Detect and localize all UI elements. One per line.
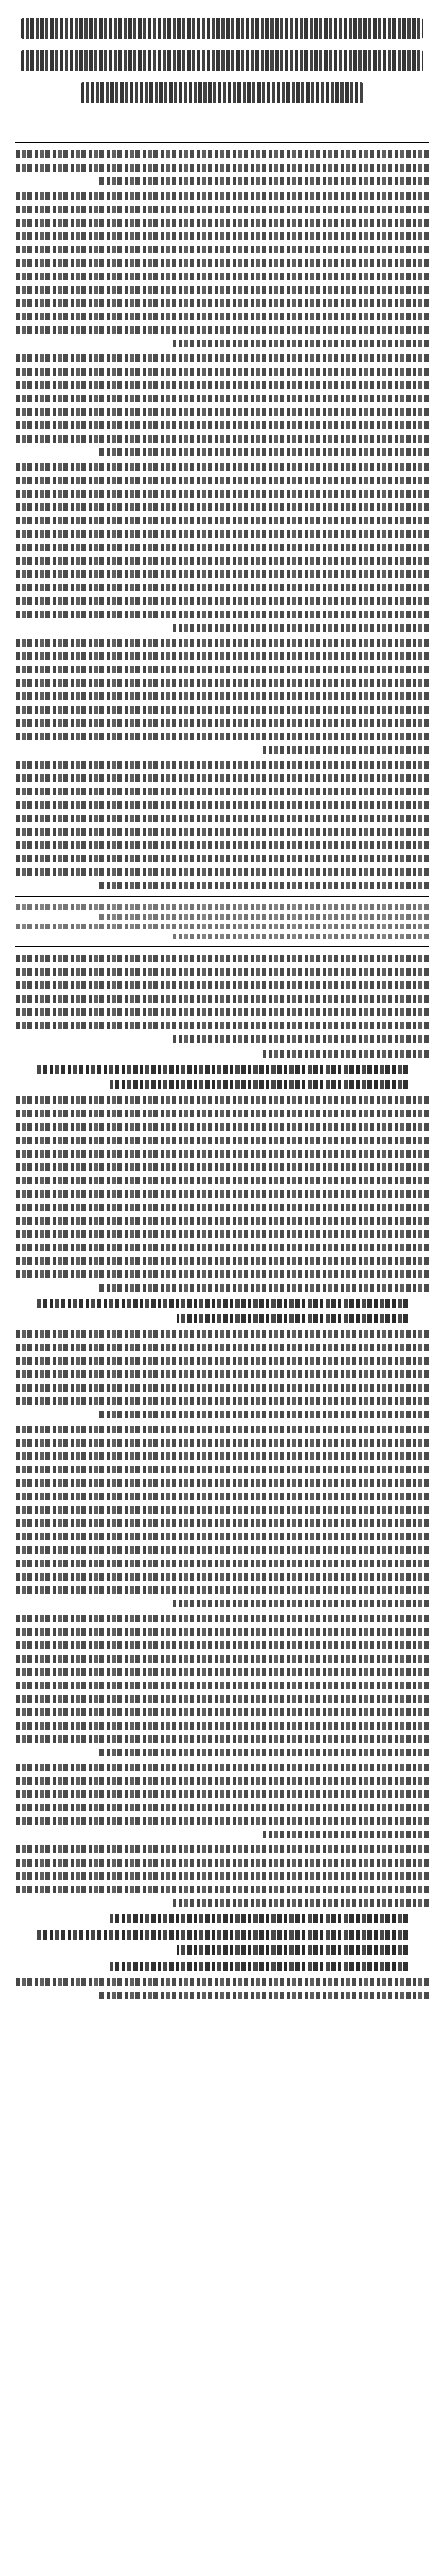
- quoted-verse: [36, 1299, 408, 1323]
- commentary-paragraph: [15, 463, 429, 632]
- quoted-verse: [36, 1962, 408, 1971]
- verse-line: [21, 18, 423, 39]
- commentary-paragraph: [15, 1330, 429, 1418]
- quoted-verse: [36, 1914, 408, 1923]
- commentary-paragraph: [15, 150, 429, 185]
- verse-line: [21, 50, 423, 71]
- commentary-paragraph: [15, 761, 429, 889]
- quoted-verse: [36, 1930, 408, 1955]
- footnote-divider: [15, 896, 429, 897]
- divider: [15, 946, 429, 947]
- commentary-paragraph: [15, 1096, 429, 1292]
- commentary-paragraph: [15, 1615, 429, 1756]
- divider: [15, 142, 429, 143]
- verse-line: [81, 82, 363, 103]
- commentary-paragraph: [15, 1050, 429, 1058]
- commentary-paragraph: [15, 1426, 429, 1607]
- commentary-paragraph: [15, 192, 429, 347]
- footnotes: [15, 904, 429, 939]
- commentary-paragraph: [15, 955, 429, 1043]
- commentary-paragraph: [15, 1845, 429, 1907]
- commentary-paragraph: [15, 639, 429, 754]
- quoted-verse: [36, 1065, 408, 1089]
- verse-banner: [15, 9, 429, 136]
- commentary-paragraph: [15, 354, 429, 456]
- commentary-paragraph: [15, 1978, 429, 1999]
- commentary-paragraph: [15, 1764, 429, 1838]
